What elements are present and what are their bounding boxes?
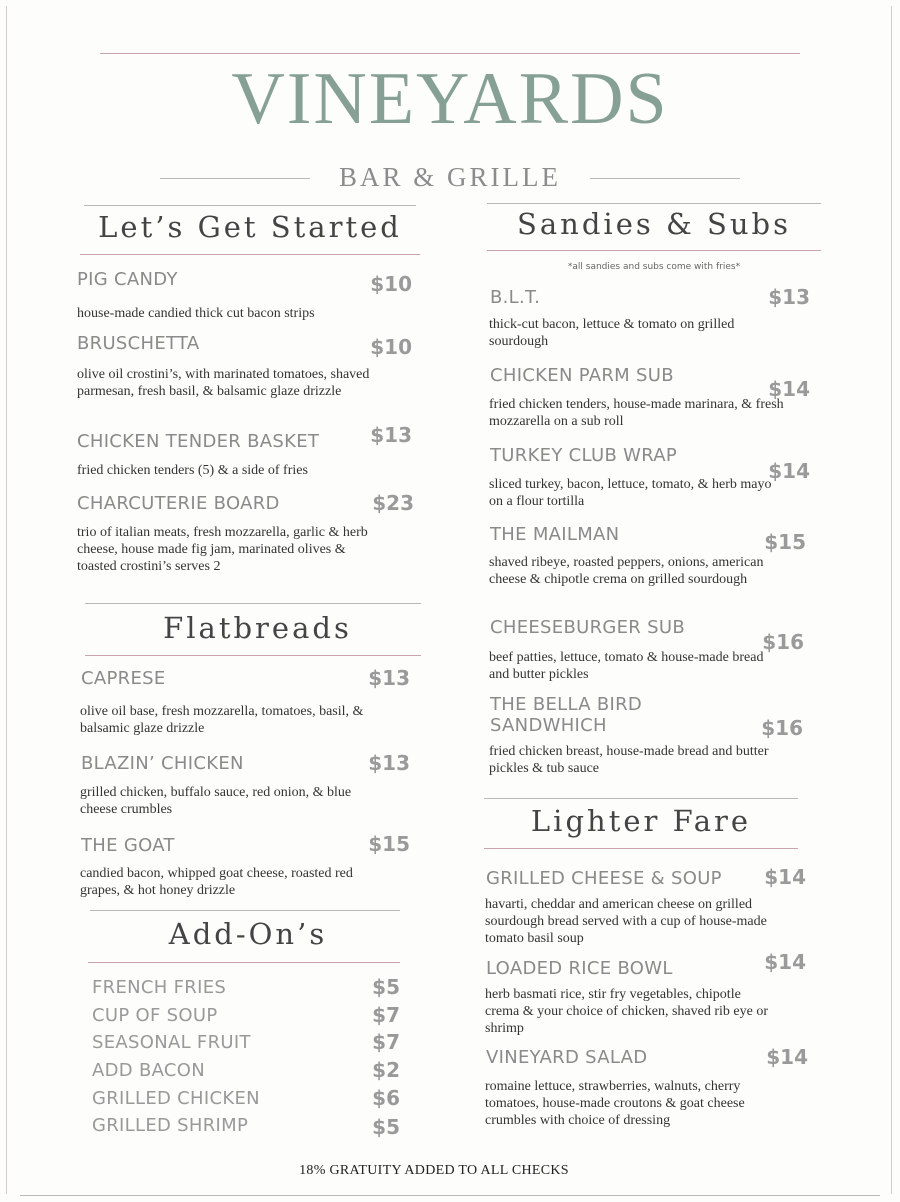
- addon-name: GRILLED CHICKEN: [92, 1088, 260, 1109]
- menu-item-name: B.L.T.: [490, 287, 541, 308]
- menu-item-description: beef patties, lettuce, tomato & house-made bread and butter pickles: [489, 650, 764, 682]
- addon-name: ADD BACON: [92, 1060, 206, 1081]
- menu-item-price: $10: [370, 335, 412, 359]
- menu-item-price: $14: [764, 950, 806, 974]
- starters-top-rule: [84, 205, 416, 206]
- addon-price: $7: [372, 1003, 400, 1027]
- menu-item-name: TURKEY CLUB WRAP: [490, 445, 678, 466]
- addons-top-rule: [90, 910, 400, 911]
- menu-item-price: $15: [368, 832, 410, 856]
- sandies-bottom-rule: [487, 250, 821, 251]
- menu-item-price: $14: [768, 459, 810, 483]
- menu-item-description: house-made candied thick cut bacon strips: [77, 306, 315, 321]
- menu-item-price: $10: [370, 272, 412, 296]
- menu-item-description: grilled chicken, buffalo sauce, red onion, & blue cheese crumbles: [80, 785, 352, 817]
- addon-price: $6: [372, 1086, 400, 1110]
- section-title-lighter: Lighter Fare: [530, 804, 752, 838]
- menu-item-description: thick-cut bacon, lettuce & tomato on grilled sourdough: [489, 317, 735, 349]
- menu-item-name: THE GOAT: [81, 835, 175, 856]
- menu-item-description: fried chicken breast, house-made bread and butter pickles & tub sauce: [489, 744, 769, 776]
- menu-item-description: romaine lettuce, strawberries, walnuts, cherry tomatoes, house-made croutons & goat cheese crumbles with choice of dressing: [485, 1079, 745, 1128]
- addon-price: $2: [372, 1058, 400, 1082]
- menu-item-name: CHICKEN PARM SUB: [490, 365, 674, 386]
- flatbreads-top-rule: [85, 603, 421, 604]
- menu-item-description: fried chicken tenders, house-made marinara, & fresh mozzarella on a sub roll: [489, 397, 784, 429]
- gratuity-notice: 18% GRATUITY ADDED TO ALL CHECKS: [299, 1163, 569, 1178]
- lighter-top-rule: [484, 798, 798, 799]
- section-title-addons: Add-On’s: [168, 917, 328, 951]
- menu-item-name: VINEYARD SALAD: [486, 1047, 648, 1068]
- menu-item-name: CHEESEBURGER SUB: [490, 617, 685, 638]
- menu-item-price: $14: [764, 865, 806, 889]
- menu-item-description: herb basmati rice, stir fry vegetables, chipotle crema & your choice of chicken, shaved rib eye or shrimp: [485, 987, 768, 1036]
- menu-item-name: LOADED RICE BOWL: [486, 958, 673, 979]
- menu-item-price: $13: [368, 666, 410, 690]
- menu-item-name: CHARCUTERIE BOARD: [77, 493, 280, 514]
- menu-item-price: $13: [370, 423, 412, 447]
- addon-price: $7: [372, 1030, 400, 1054]
- addon-name: CUP OF SOUP: [92, 1005, 218, 1026]
- menu-item-description: sliced turkey, bacon, lettuce, tomato, & herb mayo on a flour tortilla: [489, 477, 772, 509]
- menu-item-name: PIG CANDY: [77, 269, 178, 290]
- menu-item-price: $15: [764, 530, 806, 554]
- menu-item-description: candied bacon, whipped goat cheese, roasted red grapes, & hot honey drizzle: [80, 866, 353, 898]
- menu-item-price: $13: [368, 751, 410, 775]
- restaurant-name: VINEYARDS: [231, 58, 669, 140]
- addon-name: FRENCH FRIES: [92, 977, 227, 998]
- lighter-bottom-rule: [484, 848, 798, 849]
- menu-item-description: havarti, cheddar and american cheese on grilled sourdough bread served with a cup of house-made tomato basil soup: [485, 897, 767, 946]
- menu-item-name: CAPRESE: [81, 668, 166, 689]
- menu-item-description: shaved ribeye, roasted peppers, onions, american cheese & chipotle crema on grilled sourdough: [489, 555, 764, 587]
- restaurant-subtitle: BAR & GRILLE: [339, 162, 561, 192]
- menu-item-name: GRILLED CHEESE & SOUP: [486, 868, 722, 889]
- header-top-rule: [100, 53, 800, 54]
- menu-item-description: olive oil crostini’s, with marinated tomatoes, shaved parmesan, fresh basil, & balsamic glaze drizzle: [77, 367, 370, 399]
- menu-item-price: $13: [768, 285, 810, 309]
- addons-bottom-rule: [88, 962, 400, 963]
- menu-item-name: BLAZIN’ CHICKEN: [81, 753, 244, 774]
- menu-item-name: CHICKEN TENDER BASKET: [77, 431, 320, 452]
- menu-item-price: $16: [761, 716, 803, 740]
- menu-item-name: THE BELLA BIRD SANDWHICH: [490, 694, 643, 736]
- menu-item-description: olive oil base, fresh mozzarella, tomatoes, basil, & balsamic glaze drizzle: [80, 704, 364, 736]
- addon-name: SEASONAL FRUIT: [92, 1032, 251, 1053]
- menu-item-price: $16: [762, 630, 804, 654]
- section-title-starters: Let’s Get Started: [98, 210, 402, 244]
- section-title-flatbreads: Flatbreads: [163, 611, 352, 645]
- menu-item-price: $14: [766, 1045, 808, 1069]
- subtitle-right-rule: [590, 178, 740, 179]
- menu-item-price: $23: [372, 491, 414, 515]
- menu-item-description: fried chicken tenders (5) & a side of fries: [77, 463, 308, 478]
- starters-bottom-rule: [80, 254, 420, 255]
- addon-name: GRILLED SHRIMP: [92, 1115, 249, 1136]
- menu-item-name: BRUSCHETTA: [77, 333, 200, 354]
- menu-item-price: $14: [768, 377, 810, 401]
- addon-price: $5: [372, 1115, 400, 1139]
- menu-item-description: trio of italian meats, fresh mozzarella, garlic & herb cheese, house made fig jam, marinated olives & toasted crostini’s serves 2: [77, 525, 368, 574]
- flatbreads-bottom-rule: [85, 655, 421, 656]
- sandies-top-rule: [487, 203, 821, 204]
- section-title-sandies: Sandies & Subs: [517, 207, 791, 241]
- menu-item-name: THE MAILMAN: [490, 524, 620, 545]
- bottom-border: [20, 1195, 880, 1196]
- sandies-note: *all sandies and subs come with fries*: [567, 262, 741, 272]
- addon-price: $5: [372, 975, 400, 999]
